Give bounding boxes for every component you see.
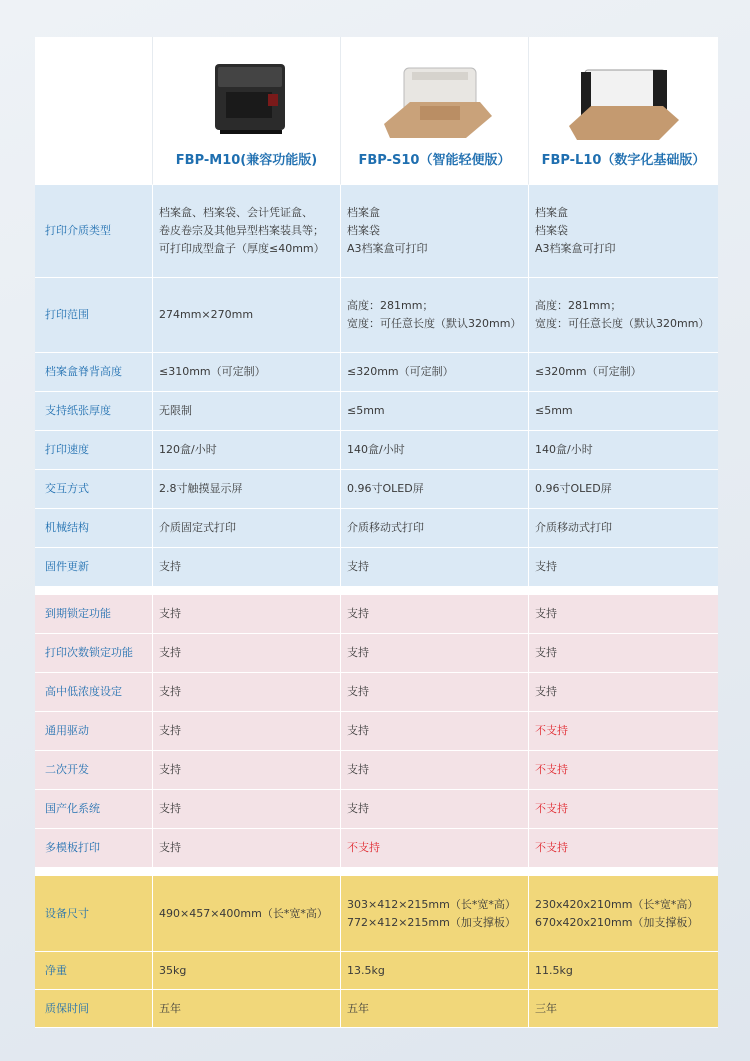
cell-text: 支持 xyxy=(535,560,557,573)
table-row xyxy=(35,185,718,278)
table-row xyxy=(35,829,718,868)
cell-text: 支持 xyxy=(159,841,181,854)
cell-text: ≤5mm xyxy=(535,404,573,417)
cell-text: 120盒/小时 xyxy=(159,443,217,456)
value-cell xyxy=(153,431,341,470)
cell-text: A3档案盒可打印 xyxy=(535,242,616,255)
cell-text: ≤5mm xyxy=(347,404,385,417)
cell-text: 支持 xyxy=(535,607,557,620)
cell-text: 卷皮卷宗及其他异型档案装具等； xyxy=(159,224,324,237)
value-cell xyxy=(529,952,718,990)
cell-text: 支持 xyxy=(159,607,181,620)
value-cell xyxy=(529,673,718,712)
table-row xyxy=(35,353,718,392)
cell-text: 五年 xyxy=(347,1001,369,1015)
value-cell xyxy=(529,509,718,548)
row-label: 多模板打印 xyxy=(35,829,153,868)
cell-text: 支持 xyxy=(159,802,181,815)
value-cell xyxy=(341,634,529,673)
table-row xyxy=(35,392,718,431)
value-cell xyxy=(341,952,529,990)
table-row xyxy=(35,431,718,470)
section-gap xyxy=(35,587,718,595)
value-cell xyxy=(341,990,529,1028)
printer-l10-icon xyxy=(559,46,689,146)
cell-text: A3档案盒可打印 xyxy=(347,242,428,255)
value-cell xyxy=(529,278,718,353)
value-cell xyxy=(529,990,718,1028)
value-cell xyxy=(153,790,341,829)
row-label: 二次开发 xyxy=(35,751,153,790)
cell-text: 档案袋 xyxy=(347,224,380,237)
value-cell xyxy=(153,392,341,431)
table-row xyxy=(35,470,718,509)
cell-text: 670x420x210mm（加支撑板） xyxy=(535,915,699,929)
value-cell xyxy=(341,392,529,431)
cell-text: 支持 xyxy=(159,685,181,698)
value-cell xyxy=(341,876,529,952)
row-label: 质保时间 xyxy=(35,990,153,1028)
model-s10-header xyxy=(341,37,529,185)
value-cell xyxy=(341,548,529,587)
cell-text: 支持 xyxy=(347,646,369,659)
model-name-s10: FBP-S10（智能轻便版） xyxy=(358,153,511,168)
cell-text: 230x420x210mm（长*宽*高） xyxy=(535,897,699,911)
value-cell xyxy=(153,876,341,952)
row-label: 到期锁定功能 xyxy=(35,595,153,634)
cell-text: 高度：281mm； xyxy=(347,299,434,312)
value-cell xyxy=(341,673,529,712)
cell-text: 支持 xyxy=(535,685,557,698)
table-row xyxy=(35,790,718,829)
cell-text: 宽度：可任意长度（默认320mm） xyxy=(347,317,522,330)
cell-text: 档案盒、档案袋、会计凭证盒、 xyxy=(159,206,313,219)
table-row xyxy=(35,990,718,1028)
table-row xyxy=(35,952,718,990)
row-label: 国产化系统 xyxy=(35,790,153,829)
value-cell xyxy=(529,392,718,431)
model-name-m10: FBP-M10(兼容功能版) xyxy=(175,153,318,168)
value-cell xyxy=(341,470,529,509)
value-cell xyxy=(153,712,341,751)
value-cell xyxy=(529,470,718,509)
table-row xyxy=(35,595,718,634)
value-cell xyxy=(341,185,529,278)
cell-text: 0.96寸OLED屏 xyxy=(535,482,612,495)
value-cell xyxy=(529,431,718,470)
model-l10-header xyxy=(529,37,718,185)
row-label: 打印次数锁定功能 xyxy=(35,634,153,673)
value-cell xyxy=(153,634,341,673)
value-cell xyxy=(529,712,718,751)
cell-text: 140盒/小时 xyxy=(535,443,593,456)
table-row xyxy=(35,712,718,751)
row-label: 设备尺寸 xyxy=(35,876,153,952)
comparison-table xyxy=(35,37,718,1028)
value-cell xyxy=(529,829,718,868)
row-label: 支持纸张厚度 xyxy=(35,392,153,431)
row-label: 固件更新 xyxy=(35,548,153,587)
row-label: 净重 xyxy=(35,952,153,990)
value-cell xyxy=(341,431,529,470)
table-row xyxy=(35,876,718,952)
cell-text: 不支持 xyxy=(535,724,568,737)
row-label: 打印介质类型 xyxy=(35,185,153,278)
row-label: 机械结构 xyxy=(35,509,153,548)
cell-text: 档案盒 xyxy=(347,206,380,219)
value-cell xyxy=(153,185,341,278)
value-cell xyxy=(529,353,718,392)
cell-text: 支持 xyxy=(347,607,369,620)
row-label: 档案盒脊背高度 xyxy=(35,353,153,392)
value-cell xyxy=(153,509,341,548)
cell-text: 支持 xyxy=(159,646,181,659)
cell-text: ≤320mm（可定制） xyxy=(347,365,454,378)
cell-text: ≤320mm（可定制） xyxy=(535,365,642,378)
value-cell xyxy=(529,751,718,790)
cell-text: 介质移动式打印 xyxy=(347,521,424,534)
cell-text: 宽度：可任意长度（默认320mm） xyxy=(535,317,710,330)
cell-text: 介质固定式打印 xyxy=(159,521,236,534)
model-m10-header xyxy=(153,37,341,185)
printer-s10-icon xyxy=(370,46,500,146)
table-row xyxy=(35,548,718,587)
header-row xyxy=(35,37,718,185)
cell-text: 支持 xyxy=(347,802,369,815)
row-label: 高中低浓度设定 xyxy=(35,673,153,712)
cell-text: ≤310mm（可定制） xyxy=(159,365,266,378)
cell-text: 140盒/小时 xyxy=(347,443,405,456)
value-cell xyxy=(341,829,529,868)
row-label: 交互方式 xyxy=(35,470,153,509)
cell-text: 13.5kg xyxy=(347,963,385,977)
row-label: 通用驱动 xyxy=(35,712,153,751)
row-label: 打印速度 xyxy=(35,431,153,470)
printer-m10-icon xyxy=(182,46,312,146)
cell-text: 490×457×400mm（长*宽*高） xyxy=(159,906,328,920)
cell-text: 支持 xyxy=(159,724,181,737)
value-cell xyxy=(341,790,529,829)
section-gap xyxy=(35,868,718,876)
cell-text: 303×412×215mm（长*宽*高） xyxy=(347,897,516,911)
cell-text: 档案盒 xyxy=(535,206,568,219)
value-cell xyxy=(153,751,341,790)
value-cell xyxy=(341,751,529,790)
value-cell xyxy=(529,548,718,587)
value-cell xyxy=(153,278,341,353)
cell-text: 支持 xyxy=(347,685,369,698)
cell-text: 高度：281mm； xyxy=(535,299,622,312)
value-cell xyxy=(529,790,718,829)
cell-text: 三年 xyxy=(535,1001,557,1015)
cell-text: 支持 xyxy=(159,560,181,573)
cell-text: 支持 xyxy=(159,763,181,776)
value-cell xyxy=(341,353,529,392)
cell-text: 2.8寸触摸显示屏 xyxy=(159,482,243,495)
value-cell xyxy=(529,876,718,952)
table-row xyxy=(35,634,718,673)
cell-text: 11.5kg xyxy=(535,963,573,977)
model-name-l10: FBP-L10（数字化基础版） xyxy=(541,153,706,168)
cell-text: 不支持 xyxy=(535,841,568,854)
cell-text: 无限制 xyxy=(159,404,192,417)
value-cell xyxy=(529,185,718,278)
table-row xyxy=(35,509,718,548)
value-cell xyxy=(153,952,341,990)
value-cell xyxy=(529,634,718,673)
value-cell xyxy=(529,595,718,634)
table-row xyxy=(35,673,718,712)
table-row xyxy=(35,751,718,790)
cell-text: 274mm×270mm xyxy=(159,308,254,321)
cell-text: 不支持 xyxy=(535,802,568,815)
cell-text: 不支持 xyxy=(347,841,380,854)
table-row xyxy=(35,278,718,353)
cell-text: 档案袋 xyxy=(535,224,568,237)
header-empty-cell xyxy=(35,37,153,185)
value-cell xyxy=(153,595,341,634)
value-cell xyxy=(153,673,341,712)
value-cell xyxy=(153,470,341,509)
cell-text: 不支持 xyxy=(535,763,568,776)
cell-text: 支持 xyxy=(347,763,369,776)
value-cell xyxy=(153,990,341,1028)
cell-text: 0.96寸OLED屏 xyxy=(347,482,424,495)
value-cell xyxy=(153,548,341,587)
cell-text: 772×412×215mm（加支撑板） xyxy=(347,915,516,929)
cell-text: 35kg xyxy=(159,963,187,977)
cell-text: 支持 xyxy=(347,724,369,737)
value-cell xyxy=(153,829,341,868)
value-cell xyxy=(341,595,529,634)
cell-text: 支持 xyxy=(535,646,557,659)
cell-text: 可打印成型盒子（厚度≤40mm） xyxy=(159,242,325,255)
value-cell xyxy=(341,278,529,353)
cell-text: 支持 xyxy=(347,560,369,573)
cell-text: 介质移动式打印 xyxy=(535,521,612,534)
value-cell xyxy=(153,353,341,392)
cell-text: 五年 xyxy=(159,1001,181,1015)
value-cell xyxy=(341,509,529,548)
row-label: 打印范围 xyxy=(35,278,153,353)
value-cell xyxy=(341,712,529,751)
